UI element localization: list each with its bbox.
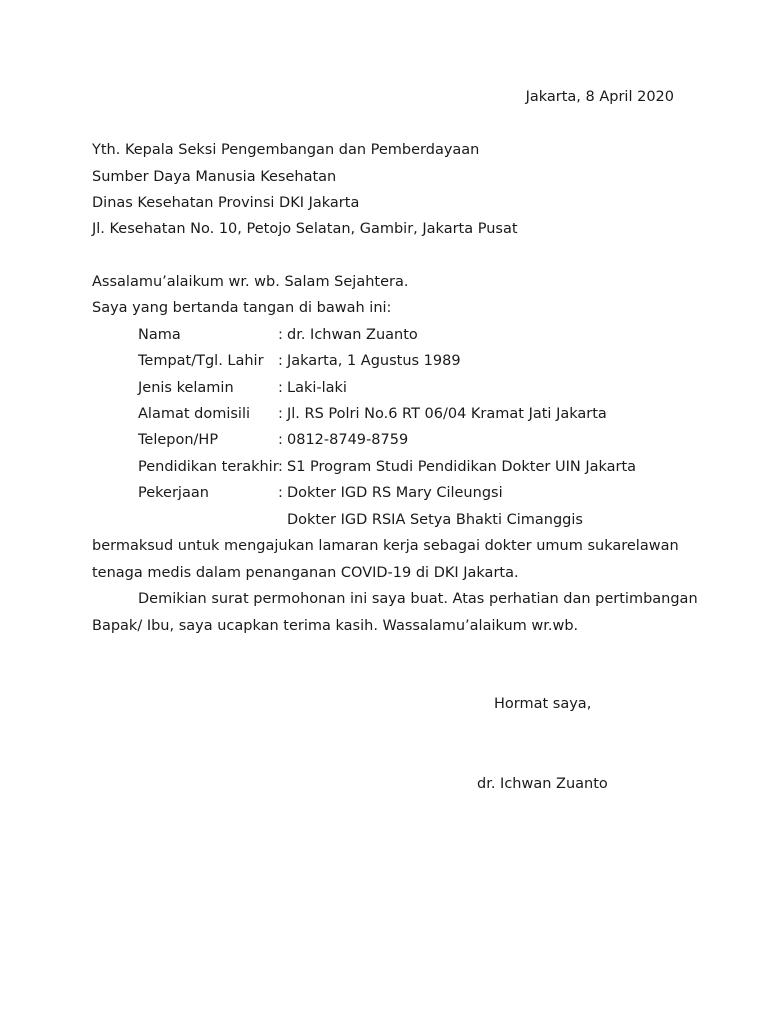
field-label-address: Alamat domisili [138,406,251,422]
field-value-name: dr. Ichwan Zuanto [287,327,418,343]
field-value-address: Jl. RS Polri No.6 RT 06/04 Kramat Jati Jakarta [287,406,607,422]
field-value-birth: Jakarta, 1 Agustus 1989 [287,353,461,369]
field-label-birth: Tempat/Tgl. Lahir [138,353,264,369]
body-paragraph-2-line-2: Bapak/ Ibu, saya ucapkan terima kasih. Wassalamu’alaikum wr.wb. [92,618,579,634]
field-separator: : [278,406,283,422]
body-paragraph-2-line-1: Demikian surat permohonan ini saya buat. Atas perhatian dan pertimbangan [138,591,698,607]
recipient-line-4: Jl. Kesehatan No. 10, Petojo Selatan, Gambir, Jakarta Pusat [92,221,518,237]
recipient-line-3: Dinas Kesehatan Provinsi DKI Jakarta [92,195,360,211]
field-separator: : [278,353,283,369]
body-paragraph-1-line-2: tenaga medis dalam penanganan COVID-19 di DKI Jakarta. [92,565,519,581]
field-label-name: Nama [138,327,181,343]
field-separator: : [278,327,283,343]
field-separator: : [278,380,283,396]
closing-text: Hormat saya, [494,696,592,712]
field-separator: : [278,432,283,448]
field-label-phone: Telepon/HP [138,432,219,448]
field-value-occupation: Dokter IGD RS Mary Cileungsi [287,485,503,501]
body-paragraph-1-line-1: bermaksud untuk mengajukan lamaran kerja sebagai dokter umum sukarelawan [92,538,679,554]
letter-date: Jakarta, 8 April 2020 [525,89,674,105]
field-value-education: S1 Program Studi Pendidikan Dokter UIN Jakarta [287,459,637,475]
salutation: Assalamu’alaikum wr. wb. Salam Sejahtera. [92,274,409,290]
signer-name: dr. Ichwan Zuanto [477,776,608,792]
recipient-line-2: Sumber Daya Manusia Kesehatan [92,169,337,185]
recipient-line-1: Yth. Kepala Seksi Pengembangan dan Pemberdayaan [92,142,480,158]
intro-text: Saya yang bertanda tangan di bawah ini: [92,300,392,316]
field-value-phone: 0812-8749-8759 [287,432,409,448]
field-label-occupation: Pekerjaan [138,485,209,501]
field-value-gender: Laki-laki [287,380,347,396]
field-label-education: Pendidikan terakhir [138,459,279,475]
field-value-occupation-2: Dokter IGD RSIA Setya Bhakti Cimanggis [287,512,583,528]
field-separator: : [278,485,283,501]
field-label-gender: Jenis kelamin [138,380,234,396]
field-separator: : [278,459,283,475]
